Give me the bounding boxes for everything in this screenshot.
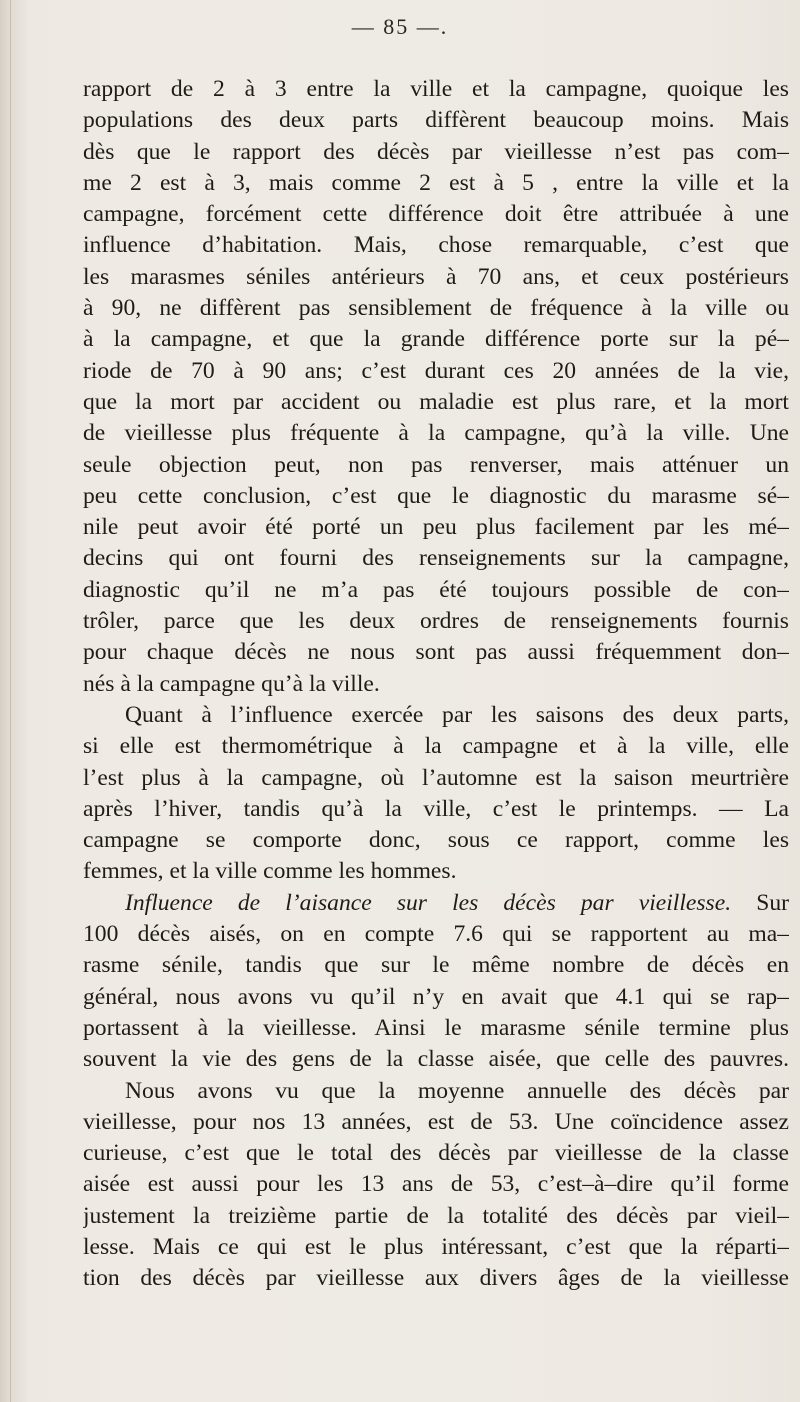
section-heading-continuation: Sur bbox=[731, 889, 789, 916]
text-line: peu cette conclusion, c’est que le diagnostic du marasme sé– bbox=[83, 482, 789, 509]
text-line: rasme sénile, tandis que sur le même nombre de décès en bbox=[83, 952, 789, 979]
page-number: — 85 —. bbox=[351, 14, 449, 39]
text-line: Quant à l’influence exercée par les saisons des deux parts, bbox=[125, 701, 789, 728]
text-line: trôler, parce que les deux ordres de renseignements fournis bbox=[83, 608, 789, 635]
text-line: les marasmes séniles antérieurs à 70 ans, et ceux postérieurs bbox=[83, 263, 789, 290]
text-line: nile peut avoir été porté un peu plus facilement par les mé– bbox=[83, 514, 789, 541]
section-heading-line bbox=[83, 888, 789, 919]
text-line: Nous avons vu que la moyenne annuelle des décès par bbox=[125, 1077, 789, 1104]
text-line: souvent la vie des gens de la classe aisée, que celle des pauvres. bbox=[83, 1046, 789, 1073]
text-line: après l’hiver, tandis qu’à la ville, c’est le printemps. — La bbox=[83, 795, 789, 822]
text-line: curieuse, c’est que le total des décès par vieillesse de la classe bbox=[83, 1140, 789, 1167]
text-line: seule objection peut, non pas renverser, mais atténuer un bbox=[83, 451, 789, 478]
gutter-shadow bbox=[0, 0, 28, 1402]
text-line: campagne, forcément cette différence doit être attribuée à une bbox=[83, 201, 789, 228]
text-line: à la campagne, et que la grande différence porte sur la pé– bbox=[83, 326, 789, 353]
text-line: riode de 70 à 90 ans; c’est durant ces 20 années de la vie, bbox=[83, 357, 789, 384]
text-line: dès que le rapport des décès par vieillesse n’est pas com– bbox=[83, 138, 789, 165]
text-line: à 90, ne diffèrent pas sensiblement de fréquence à la ville ou bbox=[83, 295, 789, 322]
text-line: tion des décès par vieillesse aux divers âges de la vieillesse bbox=[83, 1265, 789, 1292]
text-line: général, nous avons vu qu’il n’y en avait que 4.1 qui se rap– bbox=[83, 983, 789, 1010]
text-line: si elle est thermométrique à la campagne et à la ville, elle bbox=[83, 733, 789, 760]
text-line: l’est plus à la campagne, où l’automne est la saison meurtrière bbox=[83, 764, 789, 791]
text-line: nés à la campagne qu’à la ville. bbox=[83, 670, 380, 697]
text-line: 100 décès aisés, on en compte 7.6 qui se rapportent au ma– bbox=[83, 921, 789, 948]
spine-line bbox=[10, 0, 11, 1402]
text-line: campagne se comporte donc, sous ce rapport, comme les bbox=[83, 827, 789, 854]
text-line: diagnostic qu’il ne m’a pas été toujours possible de con– bbox=[83, 576, 789, 603]
body-text bbox=[83, 74, 789, 1295]
text-line: portassent à la vieillesse. Ainsi le marasme sénile termine plus bbox=[83, 1014, 789, 1041]
text-line: me 2 est à 3, mais comme 2 est à 5 , entre la ville et la bbox=[83, 169, 789, 196]
text-line: justement la treizième partie de la totalité des décès par vieil– bbox=[83, 1202, 789, 1229]
text-line: pour chaque décès ne nous sont pas aussi fréquemment don– bbox=[83, 639, 789, 666]
text-line: rapport de 2 à 3 entre la ville et la campagne, quoique les bbox=[83, 76, 789, 102]
text-line: influence d’habitation. Mais, chose remarquable, c’est que bbox=[83, 232, 789, 259]
text-line: vieillesse, pour nos 13 années, est de 53. Une coïncidence assez bbox=[83, 1108, 789, 1135]
text-line: que la mort par accident ou maladie est plus rare, et la mort bbox=[83, 388, 789, 415]
section-heading: Influence de l’aisance sur les décès par vieillesse. bbox=[125, 889, 732, 916]
text-line: lesse. Mais ce qui est le plus intéressant, c’est que la réparti– bbox=[83, 1233, 789, 1260]
text-line: de vieillesse plus fréquente à la campagne, qu’à la ville. Une bbox=[83, 420, 789, 447]
text-line: decins qui ont fourni des renseignements sur la campagne, bbox=[83, 545, 789, 572]
text-line: populations des deux parts diffèrent beaucoup moins. Mais bbox=[83, 107, 789, 134]
text-line: femmes, et la ville comme les hommes. bbox=[83, 858, 457, 885]
text-line: aisée est aussi pour les 13 ans de 53, c’est–à–dire qu’il forme bbox=[83, 1171, 789, 1198]
